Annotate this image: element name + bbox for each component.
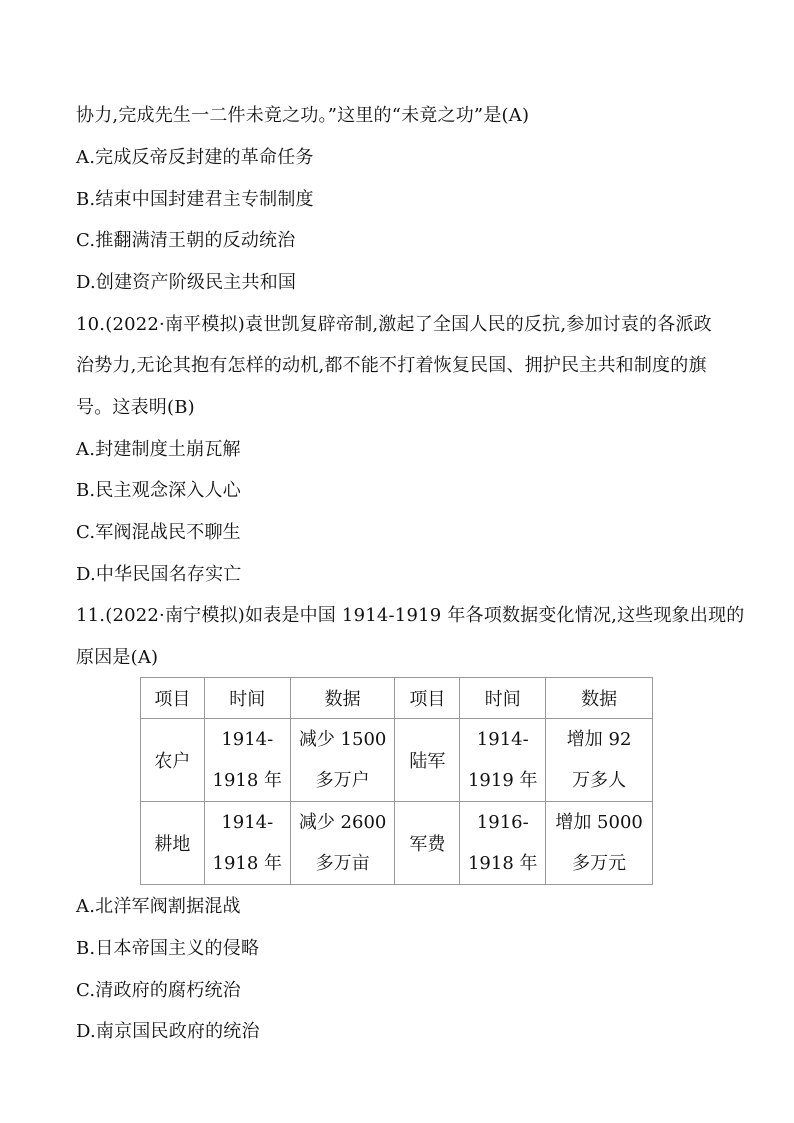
q9-option-d: D.创建资产阶级民主共和国 bbox=[76, 272, 297, 293]
q9-option-c: C.推翻满清王朝的反动统治 bbox=[76, 230, 296, 251]
table-cell-data-line: 多万亩 bbox=[315, 853, 370, 874]
table-cell-data-line: 减少 2600 bbox=[298, 812, 387, 833]
q10-option-c: C.军阀混战民不聊生 bbox=[76, 522, 241, 543]
table-header-cell: 时间 bbox=[460, 678, 546, 719]
table-header-cell: 时间 bbox=[204, 678, 290, 719]
table-cell-time-line: 1918 年 bbox=[212, 853, 283, 874]
table-row bbox=[141, 802, 653, 885]
table-cell-data-line: 增加 5000 bbox=[555, 812, 643, 833]
q9-option-b: B.结束中国封建君主专制制度 bbox=[76, 189, 314, 210]
table-header-cell: 项目 bbox=[141, 678, 205, 719]
table-cell-data bbox=[290, 802, 395, 885]
table-cell-data bbox=[290, 719, 395, 802]
table-cell-time-line: 1918 年 bbox=[467, 853, 538, 874]
q11-option-d: D.南京国民政府的统治 bbox=[76, 1021, 260, 1042]
table-header-cell: 数据 bbox=[546, 678, 653, 719]
q11-stem-line-1: 11.(2022·南宁模拟)如表是中国 1914-1919 年各项数据变化情况,这些现象出现的 bbox=[76, 605, 745, 626]
table-cell-time-line: 1918 年 bbox=[212, 770, 283, 791]
q10-option-b: B.民主观念深入人心 bbox=[76, 480, 241, 501]
table-cell-time-line: 1916- bbox=[476, 812, 529, 833]
q11-data-table bbox=[140, 677, 653, 885]
q10-stem-line-1: 10.(2022·南平模拟)袁世凯复辟帝制,激起了全国人民的反抗,参加讨袁的各派政 bbox=[76, 314, 712, 335]
table-cell-item: 陆军 bbox=[395, 719, 460, 802]
table-cell-data-line: 多万户 bbox=[315, 770, 370, 791]
table-cell-time-line: 1914- bbox=[476, 729, 529, 750]
table-cell-item: 耕地 bbox=[141, 802, 205, 885]
table-cell-time bbox=[460, 802, 546, 885]
q9-stem-tail: 协力,完成先生一二件未竟之功。”这里的“未竟之功”是(A) bbox=[76, 105, 530, 126]
table-cell-time-line: 1919 年 bbox=[467, 770, 538, 791]
table-cell-item: 农户 bbox=[141, 719, 205, 802]
q11-option-c: C.清政府的腐朽统治 bbox=[76, 980, 241, 1001]
table-row bbox=[141, 719, 653, 802]
table-header-cell: 数据 bbox=[290, 678, 395, 719]
q11-stem-line-2: 原因是(A) bbox=[76, 647, 159, 668]
q10-stem-line-3: 号。这表明(B) bbox=[76, 397, 195, 418]
table-cell-data bbox=[546, 802, 653, 885]
q9-option-a: A.完成反帝反封建的革命任务 bbox=[76, 147, 314, 168]
q11-option-a: A.北洋军阀割据混战 bbox=[76, 896, 241, 917]
q11-option-b: B.日本帝国主义的侵略 bbox=[76, 938, 260, 959]
table-cell-time-line: 1914- bbox=[221, 729, 274, 750]
table-cell-data-line: 减少 1500 bbox=[298, 729, 387, 750]
q10-option-d: D.中华民国名存实亡 bbox=[76, 564, 242, 585]
table-cell-data-line: 多万元 bbox=[572, 853, 627, 874]
table-cell-time bbox=[204, 802, 290, 885]
table-cell-item: 军费 bbox=[395, 802, 460, 885]
table-cell-time-line: 1914- bbox=[221, 812, 274, 833]
table-cell-data-line: 增加 92 bbox=[566, 729, 632, 750]
table-cell-data-line: 万多人 bbox=[572, 770, 627, 791]
table-header-row bbox=[141, 678, 653, 719]
q10-option-a: A.封建制度土崩瓦解 bbox=[76, 439, 241, 460]
table-cell-time bbox=[204, 719, 290, 802]
table-header-cell: 项目 bbox=[395, 678, 460, 719]
table-cell-time bbox=[460, 719, 546, 802]
table-cell-data bbox=[546, 719, 653, 802]
q10-stem-line-2: 治势力,无论其抱有怎样的动机,都不能不打着恢复民国、拥护民主共和制度的旗 bbox=[76, 355, 707, 376]
